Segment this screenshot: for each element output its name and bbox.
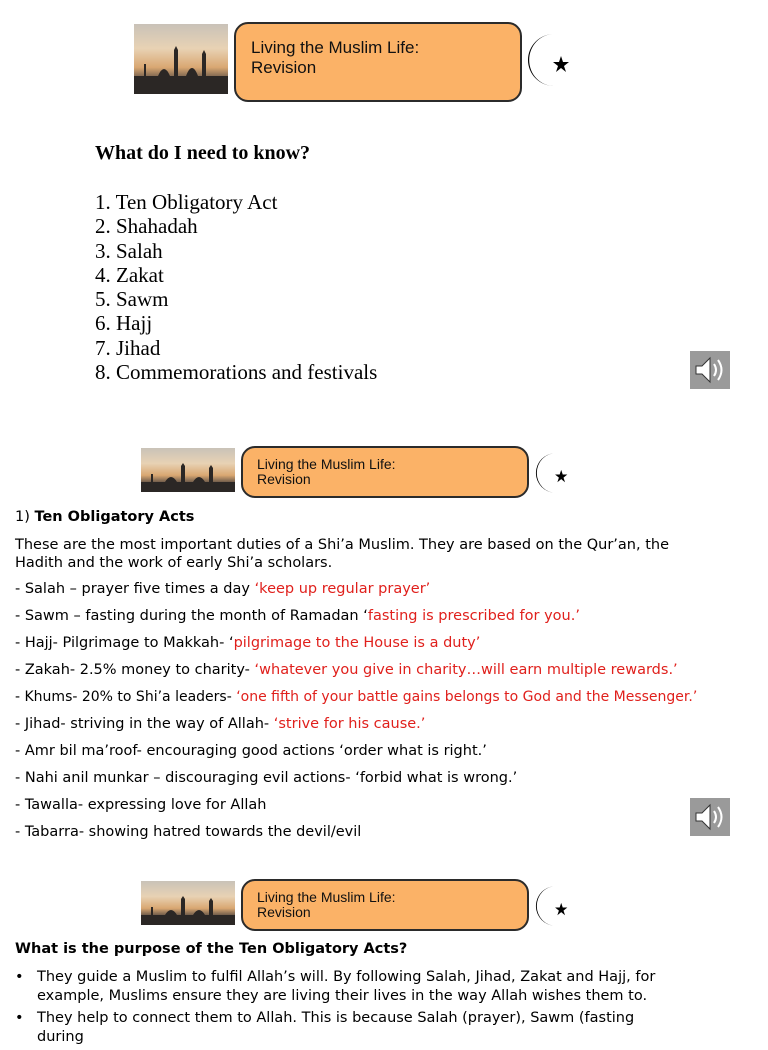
banner-title-line1: Living the Muslim Life: [257,456,396,472]
act-text: - Jihad- striving in the way of Allah- [15,716,274,732]
purpose-heading-text: What is the purpose of the Ten Obligatory Acts? [15,941,408,957]
act-line [15,608,580,624]
act-line [15,581,430,597]
act-line [15,689,697,705]
crescent-star-icon [524,30,574,94]
act-line [15,662,678,678]
act-quote: ‘one fifth of your battle gains belongs to God and the Messenger.’ [236,689,698,705]
act-text: - Salah – prayer five times a day [15,581,255,597]
purpose-list [15,968,675,1050]
banner-title-line2: Revision [257,904,311,920]
act-line [15,797,266,813]
banner-title-box [241,879,529,931]
acts-heading [15,509,194,525]
act-line [15,743,487,759]
purpose-bullet: • They guide a Muslim to fulfil Allah’s will. By following Salah, Jihad, Zakat and Hajj, for example, Muslims ensure they are living their lives in the way Allah wishes them to. [15,968,675,1006]
crescent-star-icon [531,450,573,500]
mosque-photo [141,448,235,492]
act-line [15,635,480,651]
topic-item: 7. Jihad [95,335,161,360]
act-quote: ‘strive for his cause.’ [273,716,426,732]
header-banner-2 [141,446,581,500]
topic-item: 3. Salah [95,238,163,263]
topic-item: 8. Commemorations and festivals [95,360,378,385]
act-quote: ‘keep up regular prayer’ [254,581,431,597]
act-text: - Zakah- 2.5% money to charity- [15,662,255,678]
speaker-icon[interactable] [690,351,730,389]
purpose-heading [15,941,407,957]
topic-item: 2. Shahadah [95,214,198,239]
banner-title-box [234,22,522,102]
acts-heading-title: Ten Obligatory Acts [34,509,195,525]
act-line [15,716,425,732]
mosque-photo [134,24,228,94]
header-banner-3 [141,879,581,933]
purpose-bullet: • They help to connect them to Allah. This is because Salah (prayer), Sawm (fasting during [15,1009,675,1047]
act-text: - Tawalla- expressing love for Allah [15,797,267,813]
banner-title-line2: Revision [257,471,311,487]
crescent-star-icon [531,883,573,933]
act-text: - Hajj- Pilgrimage to Makkah- ‘ [15,635,234,651]
act-text: - Nahi anil munkar – discouraging evil actions- ‘forbid what is wrong.’ [15,770,518,786]
act-quote: pilgrimage to the House is a duty’ [233,635,481,651]
topic-item: 4. Zakat [95,262,164,287]
act-text: - Amr bil ma’roof- encouraging good actions ‘order what is right.’ [15,743,487,759]
know-heading: What do I need to know? [95,142,311,164]
header-banner-1 [134,22,574,104]
act-quote: ‘whatever you give in charity…will earn multiple rewards.’ [254,662,678,678]
mosque-photo [141,881,235,925]
acts-intro: These are the most important duties of a Shi’a Muslim. They are based on the Qur’an, the Hadith and the work of early Shi’a scholars. [15,537,669,571]
act-line [15,824,361,840]
act-quote: fasting is prescribed for you.’ [367,608,580,624]
topic-item: 6. Hajj [95,311,153,336]
banner-title-line2: Revision [251,58,317,77]
banner-title-line1: Living the Muslim Life: [251,38,420,57]
acts-heading-number: 1) [15,509,35,525]
topic-item: 5. Sawm [95,287,169,312]
act-text: - Khums- 20% to Shi’a leaders- [15,689,237,705]
banner-title-box [241,446,529,498]
speaker-icon[interactable] [690,798,730,836]
act-text: - Tabarra- showing hatred towards the devil/evil [15,824,362,840]
banner-title-line1: Living the Muslim Life: [257,889,396,905]
act-text: - Sawm – fasting during the month of Ramadan ‘ [15,608,368,624]
act-line [15,770,517,786]
topic-item: 1. Ten Obligatory Act [95,190,278,214]
topic-list [95,190,377,384]
